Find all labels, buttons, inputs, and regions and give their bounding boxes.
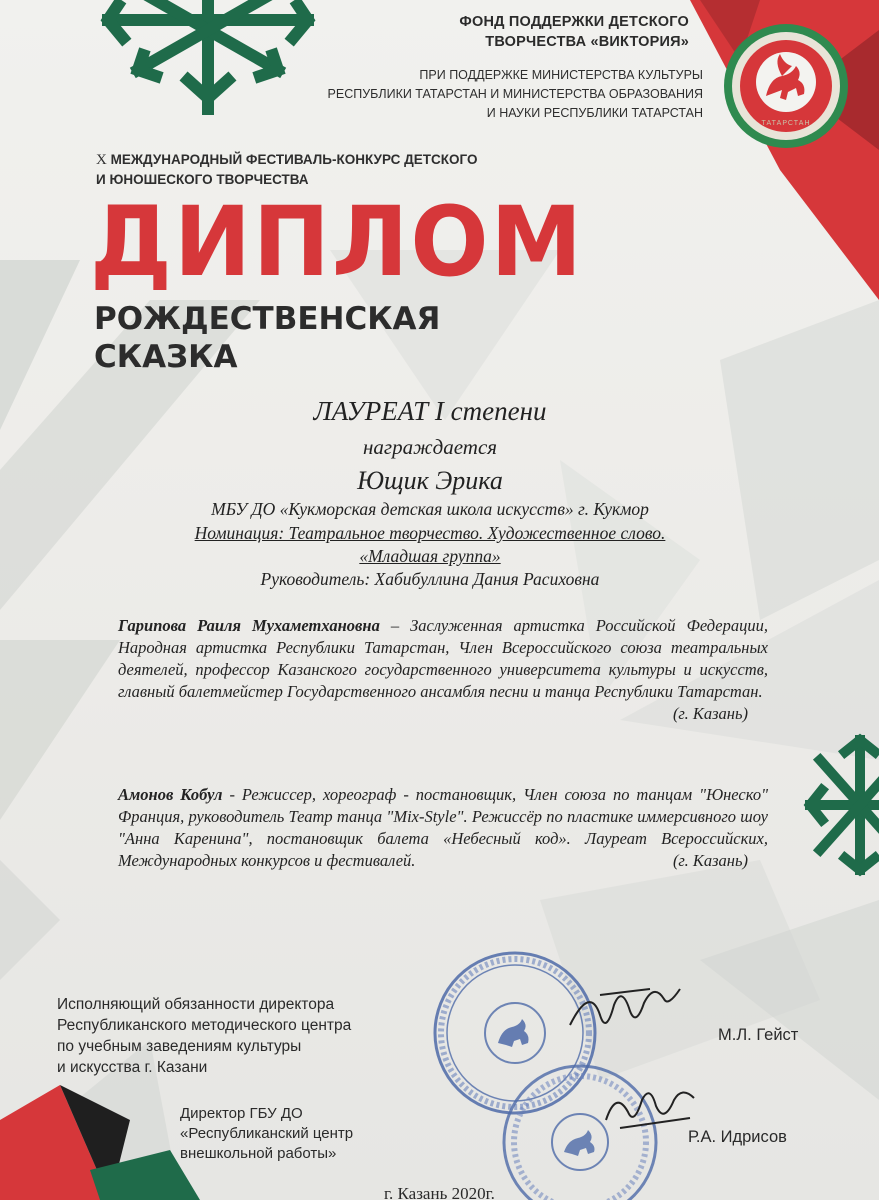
jury-member (118, 615, 768, 725)
awardee-name: Ющик Эрика (357, 466, 503, 495)
snowflake-icon (88, 0, 328, 115)
signatory-2-position: Директор ГБУ ДО «Республиканский центр внешкольной работы» (180, 1105, 354, 1162)
contest-name: РОЖДЕСТВЕНСКАЯ СКАЗКА (94, 301, 441, 375)
tatarstan-emblem-icon (722, 22, 850, 150)
awarded-label: награждается (362, 435, 498, 459)
signatory-1-name: М.Л. Гейст (718, 1026, 799, 1044)
leader-name: Руководитель: Хабибуллина Дания Расиховна (260, 569, 600, 589)
support-text: ПРИ ПОДДЕРЖКЕ МИНИСТЕРСТВА КУЛЬТУРЫ РЕСПУБЛИКИ ТАТАРСТАН И МИНИСТЕРСТВА ОБРАЗОВАНИЯ И НАУКИ РЕСПУБЛИКИ ТАТАРСТАН (327, 68, 703, 120)
jury-member-city: (г. Казань) (672, 851, 748, 870)
school-name: МБУ ДО «Кукморская детская школа искусств» г. Кукмор (211, 499, 649, 519)
jury-member (118, 784, 768, 872)
snowflake-icon (800, 730, 879, 880)
jury-member-description: – Заслуженная артистка Российской Федерации, Народная артистка Республики Татарстан, Член Всероссийского союза театральных деятелей, профессор Казанского государственного университета культуры и искусств, главный балетмейстер Государственного ансамбля песни и танца Республики Татарстан. (118, 616, 768, 701)
city-and-year: г. Казань 2020г. (384, 1184, 495, 1200)
laureate-degree: ЛАУРЕАТ I степени (313, 396, 547, 426)
nomination: Номинация: Театральное творчество. Художественное слово. (194, 523, 666, 543)
signatory-1-position: Исполняющий обязанности директора Республиканского методического центра по учебным заведениям культуры и искусства г. Казани (57, 996, 352, 1076)
jury-member-name: Амонов Кобул (118, 785, 223, 804)
diploma-title: ДИПЛОМ (90, 185, 585, 299)
fund-title: ФОНД ПОДДЕРЖКИ ДЕТСКОГО ТВОРЧЕСТВА «ВИКТОРИЯ» (459, 14, 689, 50)
age-group: «Младшая группа» (359, 546, 501, 566)
jury-member-description: - Режиссер, хореограф - постановщик, Член союза по танцам "Юнеско" Франция, руководитель Театр танца "Mix-Style". Режиссёр по пластике иммерсивного шоу "Анна Каренина", постановщик балета «Небесный код». Лауреат Всероссийских, Международных конкурсов и фестивалей. (118, 785, 768, 870)
emblem-label: ТАТАРСТАН (761, 120, 811, 127)
jury-member-city: (г. Казань) (672, 704, 748, 723)
signature-icon (560, 975, 690, 1055)
festival-name: X МЕЖДУНАРОДНЫЙ ФЕСТИВАЛЬ-КОНКУРС ДЕТСКОГО И ЮНОШЕСКОГО ТВОРЧЕСТВА (96, 152, 478, 187)
signatory-2-name: Р.А. Идрисов (688, 1128, 787, 1146)
jury-member-name: Гарипова Раиля Мухаметхановна (118, 616, 380, 635)
